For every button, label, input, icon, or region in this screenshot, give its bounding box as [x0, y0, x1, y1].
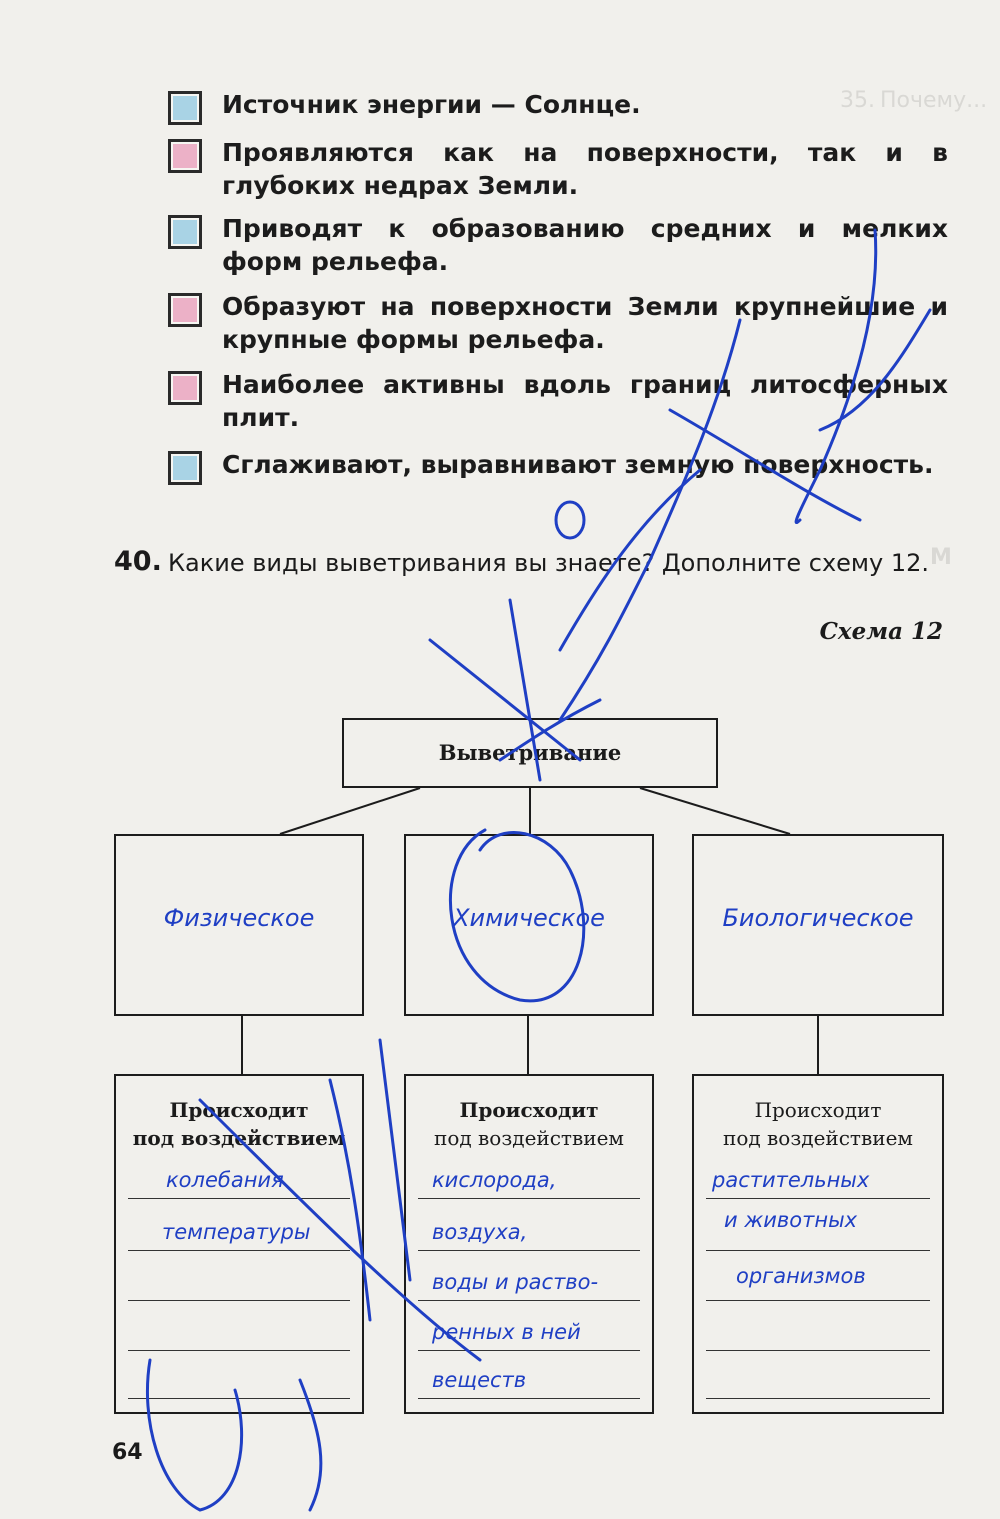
checkbox-fill	[173, 144, 197, 168]
process-box	[692, 1074, 944, 1414]
checkbox-fill	[173, 220, 197, 244]
checkbox[interactable]	[168, 293, 202, 327]
answer-line[interactable]: кислорода,	[432, 1168, 557, 1192]
statement-text: Наиболее активны вдоль границ литосферных плит.	[222, 370, 948, 432]
process-title-line2: под воздействием	[434, 1126, 624, 1150]
question-text: Какие виды выветривания вы знаете? Дополните схему 12.	[168, 549, 930, 577]
checkbox-fill	[173, 298, 197, 322]
question-number: 40.	[114, 546, 162, 577]
statement-item	[168, 88, 948, 128]
statement-item	[168, 368, 948, 438]
answer-line[interactable]: воды и раство-	[432, 1270, 599, 1294]
scheme-root-box	[342, 718, 718, 788]
process-title	[116, 1096, 362, 1152]
weathering-type-box[interactable]	[692, 834, 944, 1016]
statement-text: Приводят к образованию средних и мелких форм рельефа.	[222, 214, 948, 276]
checkbox[interactable]	[168, 215, 202, 249]
statement-item	[168, 290, 948, 360]
checkbox[interactable]	[168, 451, 202, 485]
answer-line[interactable]: ренных в ней	[432, 1320, 581, 1344]
answer-line[interactable]: растительных	[712, 1168, 870, 1192]
checkbox[interactable]	[168, 139, 202, 173]
weathering-type-answer: Физическое	[163, 904, 315, 932]
workbook-page: 35. Почему... М Источник энергии — Солнце. Проявляются как на поверхности, так и в глубоких недрах Земли. Приводят к образованию средних и мелких форм рельефа. Образуют на поверхности Земли крупнейшие и крупные формы рельефа. Наиболее активны вдоль границ литосферных плит. Сглаживают, выравнивают земную поверхность. 40. Какие виды выветривания вы знаете? Дополните схему 12. Схема 12 Выветривание Физическое Химическое Биологическое Происходит под воздействием колебания температуры Происходит под воздействием кислорода, воздуха, воды и раство- ренных в ней веществ Происходит под воздействием растительных и животных организмов 64	[0, 0, 1000, 1519]
weathering-type-answer: Биологическое	[722, 904, 914, 932]
checkbox[interactable]	[168, 91, 202, 125]
process-title-line2: под воздействием	[132, 1126, 346, 1150]
scheme-root-label: Выветривание	[438, 740, 622, 765]
answer-line[interactable]: веществ	[432, 1368, 527, 1392]
weathering-type-box[interactable]	[404, 834, 654, 1016]
checkbox-fill	[173, 96, 197, 120]
checkbox-fill	[173, 456, 197, 480]
process-title-line1: Происходит	[459, 1098, 599, 1122]
statement-text: Проявляются как на поверхности, так и в глубоких недрах Земли.	[222, 138, 948, 200]
checkbox-fill	[173, 376, 197, 400]
statement-item	[168, 212, 948, 282]
statement-text: Сглаживают, выравнивают земную поверхность.	[222, 450, 934, 479]
answer-line[interactable]: температуры	[162, 1220, 311, 1244]
process-title-line2: под воздействием	[723, 1126, 913, 1150]
statement-text: Источник энергии — Солнце.	[222, 90, 641, 119]
weathering-type-box[interactable]	[114, 834, 364, 1016]
page-number: 64	[112, 1440, 143, 1465]
statement-item	[168, 448, 948, 488]
answer-line[interactable]: воздуха,	[432, 1220, 528, 1244]
process-title	[406, 1096, 652, 1152]
process-title	[694, 1096, 942, 1152]
answer-line[interactable]: колебания	[166, 1168, 284, 1192]
process-box	[404, 1074, 654, 1414]
weathering-type-answer: Химическое	[453, 904, 605, 932]
scheme-label: Схема 12	[819, 618, 943, 645]
process-title-line1: Происходит	[169, 1098, 309, 1122]
answer-line[interactable]: и животных	[724, 1208, 858, 1232]
checkbox[interactable]	[168, 371, 202, 405]
statement-text: Образуют на поверхности Земли крупнейшие и крупные формы рельефа.	[222, 292, 948, 354]
statement-item	[168, 136, 948, 206]
process-title-line1: Происходит	[754, 1098, 882, 1122]
process-box	[114, 1074, 364, 1414]
answer-line[interactable]: организмов	[736, 1264, 866, 1288]
